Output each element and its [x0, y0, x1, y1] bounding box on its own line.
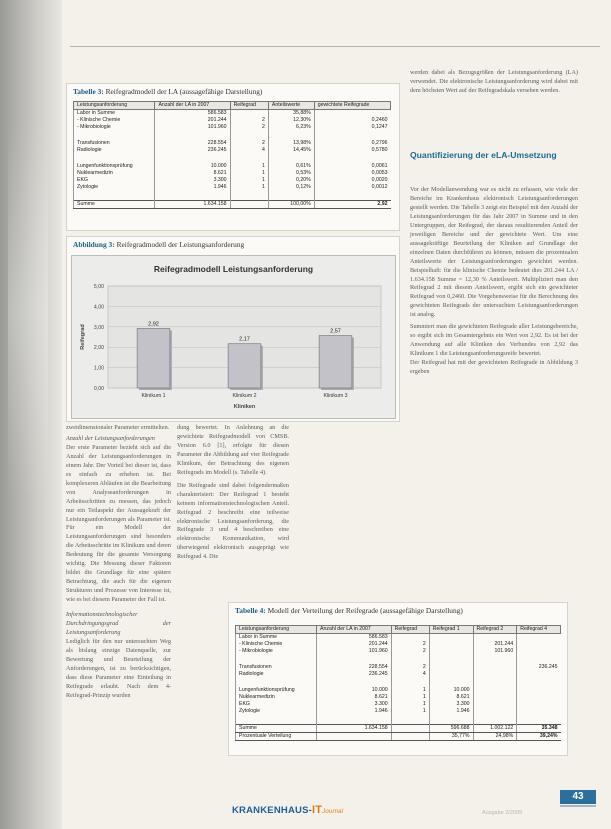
table-cell: Lungenfunktionsprüfung: [74, 163, 155, 170]
table-cell: [391, 678, 429, 687]
figure-3-label: Abbildung 3:: [73, 240, 115, 249]
table-cell: [517, 634, 561, 642]
table-4-label: Tabelle 4:: [235, 606, 266, 615]
table-row: [236, 733, 561, 741]
table-cell: [391, 733, 429, 741]
table-3-title: Reifegradmodell der LA (aussagefähige Darstellung): [105, 87, 263, 96]
table-4-caption: [235, 606, 463, 615]
table-cell: 228.554: [155, 140, 230, 147]
table-cell: - Klinische Chemie: [236, 641, 317, 648]
text-column-1: [66, 424, 171, 701]
table-cell: Radiologie: [74, 147, 155, 154]
table-cell: [155, 131, 230, 140]
table-cell: [314, 154, 390, 163]
table-cell: [268, 131, 314, 140]
table-cell: 586.583: [317, 634, 392, 642]
table-cell: Radiologie: [236, 671, 317, 678]
bar-value-label: 2,92: [148, 321, 159, 328]
table-cell: 201.244: [473, 641, 517, 648]
bar-value-label: 2,17: [239, 336, 250, 343]
table-cell: 0,12%: [268, 184, 314, 191]
left-photo-strip: [0, 0, 62, 829]
table-row: [236, 678, 561, 687]
col1-subheading-2: Informationstechnologischer Durchdringungsgrad der Leistungsanforderung: [66, 611, 171, 636]
table-cell: 236.245: [517, 664, 561, 671]
table-row: [236, 701, 561, 708]
table-cell: [429, 641, 473, 648]
page-number: 43: [560, 790, 596, 804]
table-row: [74, 117, 391, 124]
x-category-label: Klinikum 3: [323, 393, 348, 399]
bar-chart: [72, 256, 395, 418]
table-row: [236, 655, 561, 664]
column-header: Leistungsanforderung: [236, 626, 317, 634]
table-cell: 100,00%: [268, 201, 314, 209]
table-cell: [74, 154, 155, 163]
table-cell: 201.244: [317, 641, 392, 648]
table-cell: 35,77%: [429, 733, 473, 741]
table-4-title: Modell der Verteilung der Reifegrade (aussagefähige Darstellung): [267, 606, 463, 615]
table-cell: [314, 191, 390, 201]
table-cell: [473, 671, 517, 678]
table-cell: [268, 191, 314, 201]
logo-main-text: KRANKENHAUS-: [232, 805, 312, 816]
col3-para-4: Der Reifegrad hat mit der gewichteten Reifegrade in Abbildung 3 ergeben: [410, 359, 578, 376]
logo-it-text: IT: [311, 804, 323, 816]
table-cell: 228.554: [317, 664, 392, 671]
table-cell: 2: [391, 641, 429, 648]
table-cell: 236.245: [155, 147, 230, 154]
x-category-label: Klinikum 2: [232, 393, 257, 399]
table-cell: [429, 634, 473, 642]
table-cell: 0,20%: [268, 177, 314, 184]
table-cell: 1.946: [155, 184, 230, 191]
table-cell: [517, 655, 561, 664]
table-cell: 1: [230, 177, 268, 184]
table-cell: 201.244: [155, 117, 230, 124]
table-row: [236, 671, 561, 678]
table-cell: 2: [230, 140, 268, 147]
column-header: gewichtete Reifegrade: [314, 102, 390, 110]
table-cell: Summe: [74, 201, 155, 209]
table-cell: 8.621: [429, 694, 473, 701]
table-cell: 35.348: [517, 725, 561, 733]
col2-para-1: dung bewertet. In Anlehnung an die gewichtete Reifegradmodell von CMSB. Version 6.0 [1], erfolgte für diesen Parameter die Abbildung auf vier Reifegrade Klinikum, der Betrachtung des eigenen Reifegrads im Modell (s. Tabelle 4).: [177, 424, 289, 476]
col1-para-1: zweidimensionaler Parameter ermittelten.: [66, 424, 170, 431]
column-header: Reifegrad 4: [517, 626, 561, 634]
table-cell: Transfusionen: [236, 664, 317, 671]
y-tick-label: 3,00: [93, 324, 104, 331]
table-cell: 1.002.122: [473, 725, 517, 733]
column-header: Reifegrad 2: [473, 626, 517, 634]
column-header: Reifegrad: [230, 102, 268, 110]
y-tick-label: 0,00: [93, 386, 104, 392]
table-row: [236, 641, 561, 648]
table-cell: EKG: [236, 701, 317, 708]
table-row: [74, 177, 391, 184]
table-3-caption: [73, 87, 262, 96]
journal-logo: [232, 804, 343, 816]
table-cell: [517, 671, 561, 678]
bar: [319, 336, 352, 388]
y-tick-label: 4,00: [93, 304, 104, 311]
table-cell: 3.300: [429, 701, 473, 708]
table-row: [74, 147, 391, 154]
col3-para-2: Vor der Modellanwendung war es nicht zu erfassen, wie viele der Bereiche im Krankenhaus elektronisch Leistungsanforderungen gestellt werden. Die Tabelle 3 zeigt ein Beispiel mit den Anzahl der Leistungsanforderungen für das Jahr 2007 in Summe und in den Untergruppen, der Reifegrad, der daraus resultierenden Anteil der jeweiligen Bereiche und der gewichtete Wert. Um eine aussagekräftige Beurteilung der Kliniken auf Grundlage der einzelnen Daten durchführen zu können, müssen die prozentualen Anteilswerte der Leistungsanforderungen gewichtet werden. Beispielhaft: für die klinische Chemie bedeutet dies 201.244 LA / 1.634.158 Summe = 12,30 % Anteilswert. Multipliziert man den Reifegrad 2 mit diesem Anteilswert, ergibt sich ein gewichteter Reifegrad von 0,2460. Die Vorgehensweise für die Berechnung des gewichteten Reifegrads der untersuchten Leistungsanforderungen ist analog.: [410, 186, 578, 319]
chart-frame: [71, 255, 396, 419]
table-cell: 3.300: [317, 701, 392, 708]
column-header: Anzahl der LA in 2007: [317, 626, 392, 634]
table-cell: [155, 191, 230, 201]
table-cell: [317, 655, 392, 664]
table-cell: Labor in Summe: [236, 634, 317, 642]
table-cell: Zytologie: [236, 708, 317, 715]
table-cell: [314, 110, 390, 118]
table-cell: 2: [391, 664, 429, 671]
page-number-underline: [560, 805, 596, 807]
table-cell: 10.000: [155, 163, 230, 170]
logo-journal-text: Journal: [322, 809, 344, 815]
column-header: Leistungsanforderung: [74, 102, 155, 110]
table-cell: [517, 715, 561, 725]
table-cell: [473, 634, 517, 642]
table-3-grid: [73, 101, 391, 209]
x-category-label: Klinikum 1: [141, 393, 166, 399]
table-row: [74, 140, 391, 147]
bar-value-label: 2,57: [330, 328, 341, 335]
table-cell: 35,88%: [268, 110, 314, 118]
table-cell: 1: [230, 170, 268, 177]
table-cell: 1: [230, 184, 268, 191]
table-cell: [473, 715, 517, 725]
table-cell: Lungenfunktionsprüfung: [236, 687, 317, 694]
table-3-label: Tabelle 3:: [73, 87, 104, 96]
table-cell: 24,98%: [473, 733, 517, 741]
table-cell: Summe: [236, 725, 317, 733]
table-cell: [517, 678, 561, 687]
table-row: [236, 648, 561, 655]
section-heading: Quantifizierung der eLA-Umsetzung: [410, 150, 557, 160]
table-cell: [517, 687, 561, 694]
bar: [228, 344, 261, 388]
table-cell: [230, 201, 268, 209]
table-cell: [391, 725, 429, 733]
table-cell: 0,0053: [314, 170, 390, 177]
table-row: [74, 201, 391, 209]
table-row: [236, 715, 561, 725]
table-cell: EKG: [74, 177, 155, 184]
table-cell: [473, 708, 517, 715]
table-cell: - Klinische Chemie: [74, 117, 155, 124]
table-cell: - Mikrobiologie: [236, 648, 317, 655]
table-3: [66, 83, 400, 231]
table-cell: 2: [230, 117, 268, 124]
table-cell: 0,0012: [314, 184, 390, 191]
table-cell: [429, 664, 473, 671]
table-cell: [429, 678, 473, 687]
table-cell: 14,45%: [268, 147, 314, 154]
table-cell: 0,53%: [268, 170, 314, 177]
table-cell: 0,5780: [314, 147, 390, 154]
table-header-row: [236, 626, 561, 634]
table-cell: 6,23%: [268, 124, 314, 131]
table-cell: 2: [391, 648, 429, 655]
chart-title: Reifegradmodell Leistungsanforderung: [153, 264, 314, 274]
table-row: [74, 110, 391, 118]
table-cell: [517, 701, 561, 708]
table-cell: 0,2460: [314, 117, 390, 124]
table-row: [236, 664, 561, 671]
bar: [137, 328, 170, 388]
table-cell: 1.634.158: [155, 201, 230, 209]
table-row: [74, 154, 391, 163]
table-cell: Zytologie: [74, 184, 155, 191]
table-cell: 1: [230, 163, 268, 170]
table-cell: 1: [391, 708, 429, 715]
table-cell: Transfusionen: [74, 140, 155, 147]
table-cell: Labor in Summe: [74, 110, 155, 118]
table-cell: [391, 655, 429, 664]
table-row: [74, 184, 391, 191]
text-column-3: [410, 186, 578, 377]
table-cell: 1: [391, 701, 429, 708]
table-row: [74, 131, 391, 140]
table-cell: 1: [391, 687, 429, 694]
table-cell: [391, 715, 429, 725]
column-header: Anzahl der LA in 2007: [155, 102, 230, 110]
table-cell: [517, 694, 561, 701]
table-cell: 4: [391, 671, 429, 678]
text-column-2: [177, 424, 289, 562]
table-cell: Nuklearmedizin: [74, 170, 155, 177]
table-cell: [317, 678, 392, 687]
table-4: [228, 602, 568, 756]
table-cell: [268, 154, 314, 163]
issue-label: Ausgabe 2/2009: [482, 810, 523, 816]
table-cell: 12,30%: [268, 117, 314, 124]
table-row: [74, 191, 391, 201]
table-cell: [236, 655, 317, 664]
table-cell: [391, 634, 429, 642]
table-cell: [473, 701, 517, 708]
table-cell: [517, 641, 561, 648]
table-row: [74, 124, 391, 131]
figure-3-caption: [73, 240, 244, 249]
table-cell: [230, 131, 268, 140]
column-header: Anteilswerte: [268, 102, 314, 110]
table-cell: [429, 671, 473, 678]
col2-para-2: Die Reifegrade sind dabei folgendermaßen charakterisiert: Der Reifegrad 1 besteht keinem informationstechnologischen Anteil. Reifegrad 2 beschreibt eine teilweise elektronische Leistungsanforderung, die Reifegrade 3 und 4 beschreiben eine elektronische Kommunikation, wird überwiegend elektronisch ausgeprägt wie Reifegrad 4. Die: [177, 481, 289, 561]
table-cell: Nuklearmedizin: [236, 694, 317, 701]
table-cell: 101.960: [473, 648, 517, 655]
figure-3-title: Reifegradmodell der Leistungsanforderung: [116, 240, 245, 249]
table-cell: [230, 110, 268, 118]
table-cell: [236, 715, 317, 725]
x-axis-label: Kliniken: [233, 404, 256, 410]
table-cell: [230, 154, 268, 163]
table-cell: [517, 648, 561, 655]
col1-para-3: Lediglich für den nur untersuchten Weg als bislang einzige Datenquelle, zur Bewertung und Beurteilung der Anforderungen, ist zu berücksichtigen, dass diese Parameter eine Einteilung in Reifegrade erlaubt. Nach dem 4-Reifegrad-Prinzip wurden: [66, 637, 171, 699]
table-cell: 1.634.158: [317, 725, 392, 733]
table-4-grid: [235, 625, 561, 741]
table-cell: 3.300: [155, 177, 230, 184]
table-cell: 101.960: [317, 648, 392, 655]
table-cell: 8.621: [317, 694, 392, 701]
table-cell: 39,24%: [517, 733, 561, 741]
table-cell: 4: [230, 147, 268, 154]
table-header-row: [74, 102, 391, 110]
table-cell: [230, 191, 268, 201]
col1-para-2: Der erste Parameter bezieht sich auf die Anzahl der Leistungsanforderungen in einem Jahr. Der Vorteil bei dieser ist, dass es einfach zu erheben ist. Bei komplexeren Abläufen ist die Bearbeitung von Analyseanforderungen in Arbeitsschritten zu messen, das jedoch nur ein Teilaspekt der Aussagekraft der Leistungsanforderungen als Parameter ist. Für ein Modell der Leistungsanforderungen sind besonders die Arbeitsschritte im Klinikum und deren Bedeutung für die gesamte Versorgung wichtig. Die Messung dieser Faktoren bildet die Grundlage für eine spätere Betrachtung, die auch für die eigenen Strukturen und Prozesse von Interesse ist, wie es bei diesem Parameter der Fall ist.: [66, 443, 171, 604]
column-header: Reifegrad 1: [429, 626, 473, 634]
table-cell: 236.245: [317, 671, 392, 678]
table-row: [236, 708, 561, 715]
table-row: [236, 694, 561, 701]
table-cell: 13,98%: [268, 140, 314, 147]
table-cell: 2: [230, 124, 268, 131]
table-cell: [473, 687, 517, 694]
table-cell: [473, 694, 517, 701]
table-cell: [74, 191, 155, 201]
table-row: [236, 687, 561, 694]
table-cell: 2,92: [314, 201, 390, 209]
table-cell: 1: [391, 694, 429, 701]
col1-subheading-1: Anzahl der Leistungsanforderungen: [66, 434, 155, 442]
y-tick-label: 5,00: [93, 284, 104, 290]
table-cell: 0,1247: [314, 124, 390, 131]
top-rule: [70, 46, 600, 47]
col3-para-3: Summiert man die gewichteten Reifegrade aller Leistungsbereiche, so ergibt sich im Gesamtergebnis ein Wert von 2,92. Es ist bei der Anwendung auf alle Kliniken des Verbundes von 2,92 das Klinikum 1 die Leistungsanforderungsreife bewertet.: [410, 323, 578, 358]
text-column-3-top: [410, 69, 578, 96]
table-cell: 0,0061: [314, 163, 390, 170]
table-row: [74, 170, 391, 177]
table-cell: [317, 715, 392, 725]
table-row: [236, 725, 561, 733]
table-cell: [317, 733, 392, 741]
photo-glare: [8, 120, 48, 500]
column-header: Reifegrad: [391, 626, 429, 634]
table-cell: 10.000: [317, 687, 392, 694]
table-cell: [473, 655, 517, 664]
table-cell: [517, 708, 561, 715]
col3-para-1: werden dabei als Bezugsgrößen der Leistungsanforderung (LA) verwendet. Die elektronische Leistungsanforderung wird dabei mit dem höchsten Wert auf der Reifegradskala versehen werden.: [410, 69, 578, 94]
table-cell: 8.621: [155, 170, 230, 177]
table-cell: 0,61%: [268, 163, 314, 170]
figure-3: [66, 236, 400, 422]
table-row: [74, 163, 391, 170]
table-row: [236, 634, 561, 642]
table-cell: [429, 655, 473, 664]
table-cell: 10.000: [429, 687, 473, 694]
table-cell: [429, 715, 473, 725]
table-cell: [473, 664, 517, 671]
y-tick-label: 1,00: [93, 365, 104, 372]
table-cell: 596.688: [429, 725, 473, 733]
table-cell: 0,2796: [314, 140, 390, 147]
table-cell: - Mikrobiologie: [74, 124, 155, 131]
table-cell: Prozentuale Verteilung: [236, 733, 317, 741]
table-cell: [236, 678, 317, 687]
table-cell: [473, 678, 517, 687]
table-cell: 101.960: [155, 124, 230, 131]
table-cell: 0,0020: [314, 177, 390, 184]
table-cell: 1.946: [429, 708, 473, 715]
y-tick-label: 2,00: [93, 345, 104, 352]
table-cell: 1.946: [317, 708, 392, 715]
y-axis-label: Reifegrad: [80, 324, 86, 350]
table-cell: [429, 648, 473, 655]
table-cell: [314, 131, 390, 140]
table-cell: [74, 131, 155, 140]
table-cell: [155, 154, 230, 163]
table-cell: 586.583: [155, 110, 230, 118]
